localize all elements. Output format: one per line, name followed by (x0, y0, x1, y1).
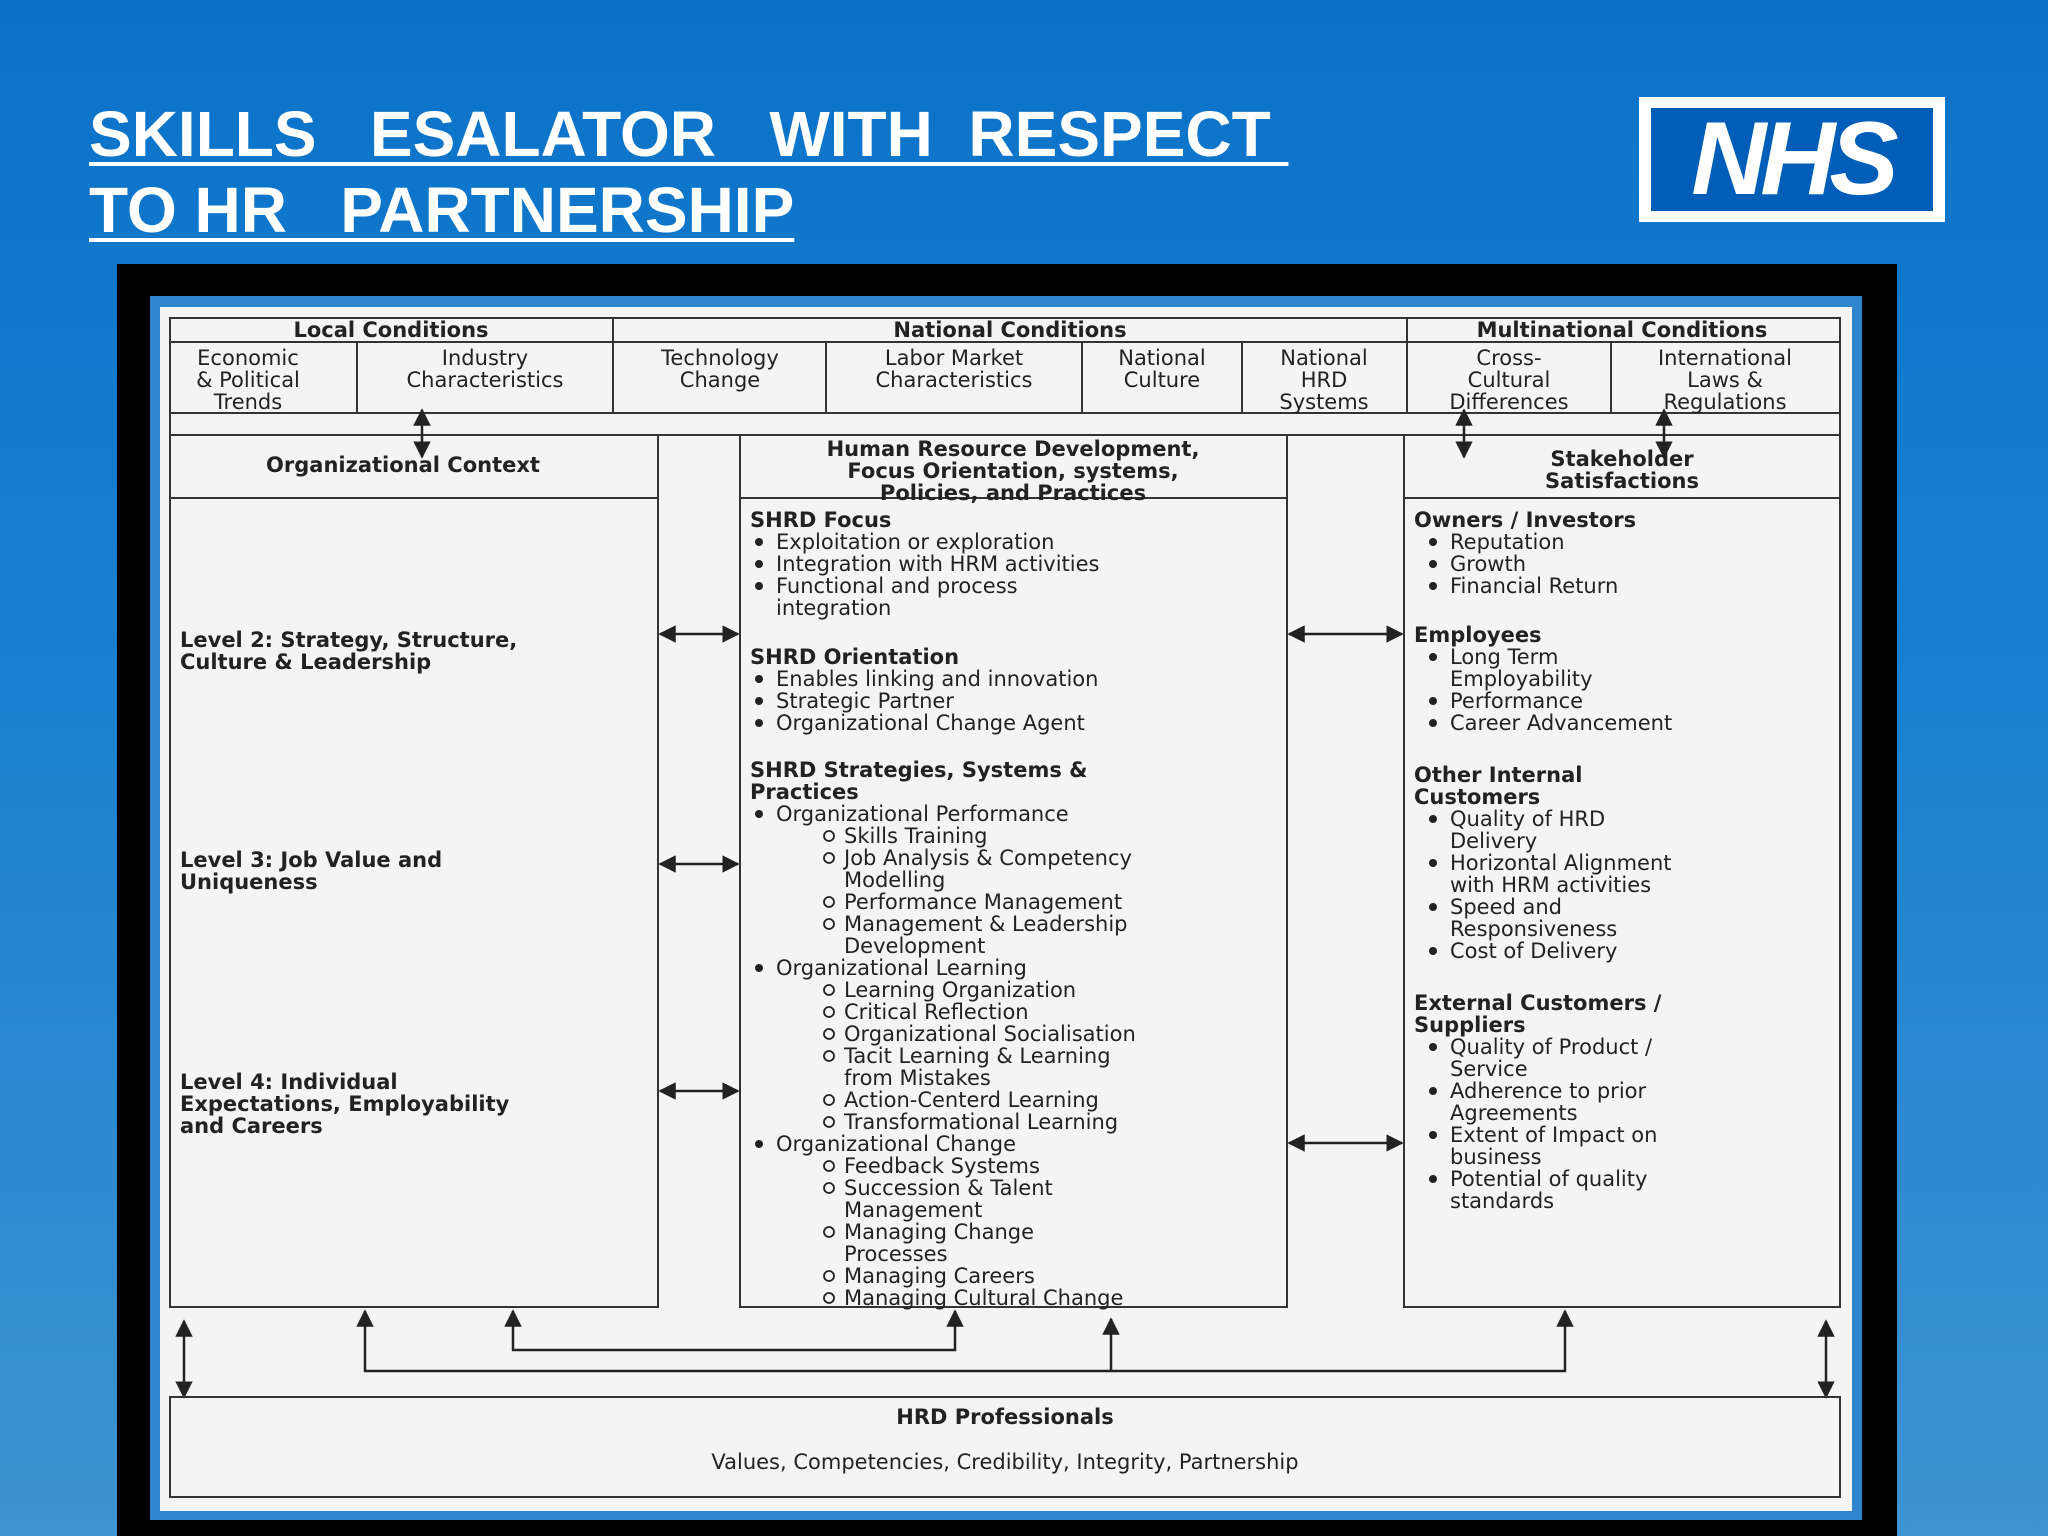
sub-bullet-icon (824, 985, 834, 995)
header-item-text: Systems (1279, 390, 1369, 414)
center-section-heading: Practices (750, 780, 859, 804)
header-item-text: National (1280, 346, 1368, 370)
header-item-text: Culture (1123, 368, 1201, 392)
level-text: and Careers (180, 1114, 323, 1138)
feedback-loop-outer (365, 1311, 1565, 1371)
header-item-text: Trends (213, 390, 283, 414)
stakeholder-item-text: Quality of HRD (1450, 807, 1606, 831)
bullet-icon (1429, 582, 1437, 590)
center-subitem-text: Skills Training (844, 824, 988, 848)
center-subitem-text: Management (844, 1198, 983, 1222)
stakeholder-item-text: Cost of Delivery (1450, 939, 1618, 963)
center-subitem-text: Development (844, 934, 986, 958)
header-item-text: Change (679, 368, 761, 392)
stakeholder-item-text: Extent of Impact on (1450, 1123, 1658, 1147)
stakeholder-item-text: business (1450, 1145, 1542, 1169)
bullet-icon (1429, 903, 1437, 911)
center-subitem-text: Action-Centerd Learning (844, 1088, 1099, 1112)
center-item-text: integration (776, 596, 892, 620)
organizational-context-title: Organizational Context (266, 453, 540, 477)
center-subitem-text: Managing Careers (844, 1264, 1035, 1288)
center-item-text: Organizational Learning (776, 956, 1027, 980)
hrd-professionals-values: Values, Competencies, Credibility, Integrity, Partnership (711, 1450, 1299, 1474)
center-subitem-text: Learning Organization (844, 978, 1077, 1002)
center-item-text: Organizational Change (776, 1132, 1017, 1156)
center-subitem-text: Feedback Systems (844, 1154, 1040, 1178)
stakeholder-item-text: Reputation (1450, 530, 1565, 554)
center-subitem-text: Managing Change (844, 1220, 1035, 1244)
stakeholder-item-text: Delivery (1450, 829, 1538, 853)
center-item-text: Organizational Performance (776, 802, 1069, 826)
stakeholder-group-heading: Customers (1414, 785, 1541, 809)
center-title-line: Policies, and Practices (879, 481, 1147, 505)
slide-title-line-2: TO HR PARTNERSHIP (89, 174, 795, 246)
bullet-icon (1429, 947, 1437, 955)
bullet-icon (755, 1140, 763, 1148)
level-text: Culture & Leadership (180, 650, 432, 674)
bullet-icon (755, 719, 763, 727)
header-item-text: Cultural (1467, 368, 1551, 392)
header-items (196, 346, 1792, 414)
header-item-text: Industry (441, 346, 529, 370)
stakeholder-item-text: Financial Return (1450, 574, 1619, 598)
header-item-text: Laws & (1687, 368, 1763, 392)
center-title-line: Focus Orientation, systems, (847, 459, 1179, 483)
stakeholder-item-text: Adherence to prior (1450, 1079, 1647, 1103)
level-text: Uniqueness (180, 870, 318, 894)
header-item-text: National (1118, 346, 1206, 370)
bullet-icon (1429, 697, 1437, 705)
bullet-icon (1429, 1131, 1437, 1139)
center-subitem-text: Succession & Talent (844, 1176, 1053, 1200)
stakeholder-item-text: Potential of quality (1450, 1167, 1648, 1191)
bullet-icon (755, 964, 763, 972)
bullet-icon (1429, 538, 1437, 546)
bullet-icon (755, 697, 763, 705)
center-section-heading: SHRD Strategies, Systems & (750, 758, 1088, 782)
center-subitem-text: Critical Reflection (844, 1000, 1029, 1024)
level-text: Level 2: Strategy, Structure, (180, 628, 518, 652)
sub-bullet-icon (824, 1117, 834, 1127)
center-subitem-text: Transformational Learning (844, 1110, 1119, 1134)
header-item-text: Characteristics (406, 368, 564, 392)
center-subitem-text: Processes (844, 1242, 948, 1266)
sub-bullet-icon (824, 1007, 834, 1017)
local-conditions-title: Local Conditions (293, 318, 489, 342)
stakeholder-group-heading: Other Internal (1414, 763, 1583, 787)
stakeholder-group-heading: Owners / Investors (1414, 508, 1637, 532)
stakeholder-item-text: Performance (1450, 689, 1584, 713)
bullet-icon (1429, 560, 1437, 568)
stakeholder-item-text: Speed and (1450, 895, 1563, 919)
right-body (1414, 508, 1672, 1213)
stakeholder-item-text: Employability (1450, 667, 1593, 691)
stakeholder-item-text: Service (1450, 1057, 1528, 1081)
stakeholder-item-text: Horizontal Alignment (1450, 851, 1672, 875)
diagram-frame (117, 264, 1897, 1536)
nhs-logo (1639, 97, 1945, 222)
header-item-text: Economic (197, 346, 299, 370)
stakeholder-item-text: Responsiveness (1450, 917, 1618, 941)
sub-bullet-icon (824, 1183, 834, 1193)
sub-bullet-icon (824, 1095, 834, 1105)
bullet-icon (755, 675, 763, 683)
bullet-icon (755, 582, 763, 590)
bullet-icon (1429, 815, 1437, 823)
center-item-text: Organizational Change Agent (776, 711, 1085, 735)
header-item-text: & Political (196, 368, 300, 392)
bullet-icon (1429, 1043, 1437, 1051)
stakeholder-item-text: Agreements (1450, 1101, 1578, 1125)
center-item-text: Functional and process (776, 574, 1018, 598)
center-item-text: Integration with HRM activities (776, 552, 1100, 576)
sub-bullet-icon (824, 853, 834, 863)
center-column-title (827, 437, 1200, 505)
center-subitem-text: Managing Cultural Change (844, 1286, 1124, 1310)
bullet-icon (755, 810, 763, 818)
header-item-text: Characteristics (875, 368, 1033, 392)
center-subitem-text: Management & Leadership (844, 912, 1128, 936)
center-subitem-text: Organizational Socialisation (844, 1022, 1136, 1046)
hrd-professionals-title: HRD Professionals (896, 1405, 1114, 1429)
header-item-text: Differences (1449, 390, 1569, 414)
stakeholder-item-text: standards (1450, 1189, 1555, 1213)
national-conditions-title: National Conditions (893, 318, 1127, 342)
stakeholder-item-text: Career Advancement (1450, 711, 1673, 735)
sub-bullet-icon (824, 1051, 834, 1061)
bullet-icon (1429, 1175, 1437, 1183)
center-body (750, 508, 1136, 1310)
bullet-icon (755, 538, 763, 546)
sub-bullet-icon (824, 1029, 834, 1039)
sub-bullet-icon (824, 897, 834, 907)
header-item-text: Labor Market (884, 346, 1024, 370)
stakeholder-title-line: Satisfactions (1545, 469, 1699, 493)
sub-bullet-icon (824, 1227, 834, 1237)
stakeholder-group-heading: Employees (1414, 623, 1542, 647)
multinational-conditions-title: Multinational Conditions (1476, 318, 1768, 342)
slide-title (89, 96, 1288, 248)
bullet-icon (1429, 719, 1437, 727)
stakeholder-item-text: Growth (1450, 552, 1527, 576)
sub-bullet-icon (824, 831, 834, 841)
sub-bullet-icon (824, 919, 834, 929)
level-text: Level 3: Job Value and (180, 848, 443, 872)
sub-bullet-icon (824, 1271, 834, 1281)
center-subitem-text: Job Analysis & Competency (844, 846, 1132, 870)
bullet-icon (1429, 653, 1437, 661)
header-item-text: HRD (1300, 368, 1348, 392)
header-item-text: Cross- (1476, 346, 1542, 370)
slide-title-line-1: SKILLS ESALATOR WITH RESPECT (89, 98, 1289, 170)
center-subitem-text: Performance Management (844, 890, 1123, 914)
header-item-text: International (1657, 346, 1793, 370)
center-subitem-text: Tacit Learning & Learning (844, 1044, 1111, 1068)
nhs-logo-text: NHS (1651, 108, 1933, 211)
stakeholder-item-text: with HRM activities (1450, 873, 1652, 897)
center-title-line: Human Resource Development, (826, 437, 1200, 461)
level-text: Expectations, Employability (180, 1092, 510, 1116)
diagram-canvas (160, 307, 1852, 1511)
bullet-icon (755, 560, 763, 568)
bullet-icon (1429, 1087, 1437, 1095)
center-item-text: Enables linking and innovation (776, 667, 1099, 691)
feedback-loop-left (513, 1311, 955, 1350)
bullet-icon (1429, 859, 1437, 867)
level-text: Level 4: Individual (180, 1070, 398, 1094)
stakeholder-group-heading: External Customers / (1414, 991, 1662, 1015)
header-item-text: Regulations (1663, 390, 1787, 414)
sub-bullet-icon (824, 1161, 834, 1171)
sub-bullet-icon (824, 1293, 834, 1303)
stakeholder-group-heading: Suppliers (1414, 1013, 1526, 1037)
center-subitem-text: from Mistakes (844, 1066, 991, 1090)
stakeholder-satisfactions-title (1545, 447, 1699, 493)
stakeholder-item-text: Quality of Product / (1450, 1035, 1653, 1059)
stakeholder-title-line: Stakeholder (1550, 447, 1694, 471)
center-item-text: Exploitation or exploration (776, 530, 1055, 554)
center-section-heading: SHRD Focus (750, 508, 892, 532)
center-section-heading: SHRD Orientation (750, 645, 960, 669)
center-item-text: Strategic Partner (776, 689, 954, 713)
left-levels (180, 628, 517, 1138)
hrd-framework-diagram (160, 307, 1852, 1511)
center-subitem-text: Modelling (844, 868, 946, 892)
stakeholder-item-text: Long Term (1450, 645, 1559, 669)
header-item-text: Technology (661, 346, 779, 370)
